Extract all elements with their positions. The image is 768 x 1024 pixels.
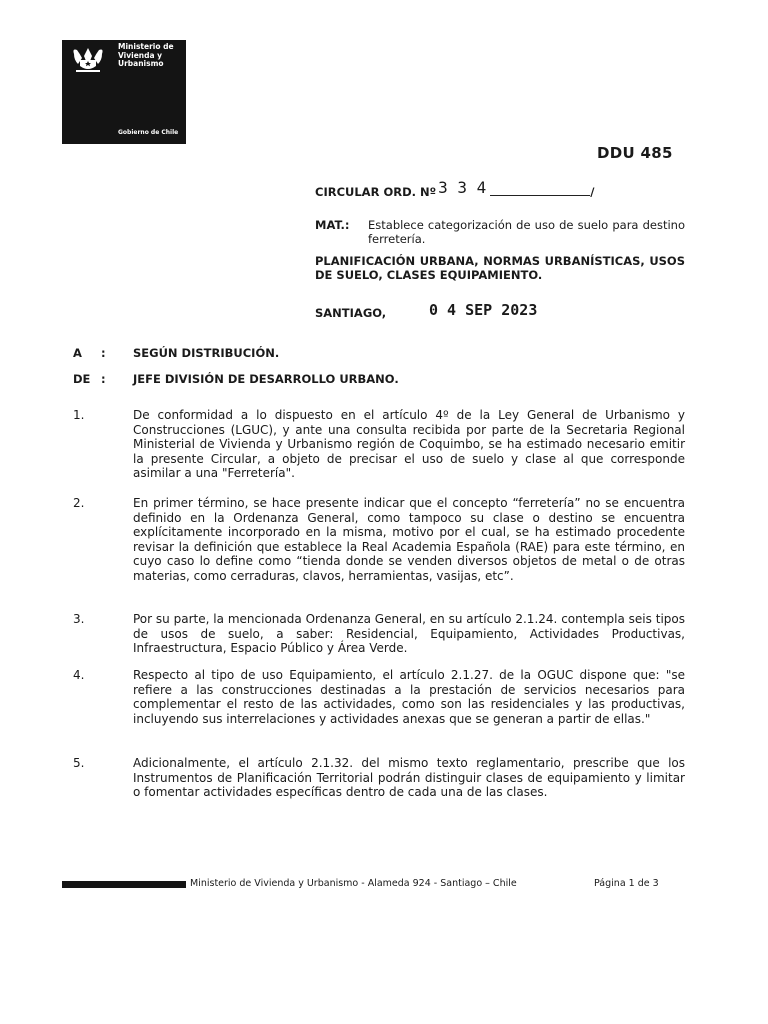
paragraph-text: Adicionalmente, el artículo 2.1.32. del mismo texto reglamentario, prescribe que los Instrumentos de Planificación Territorial podrán distinguir clases de equipamiento y limitar o fomentar actividades específicas dentro de cada una de las clases. xyxy=(133,756,685,799)
chile-coat-of-arms-icon xyxy=(68,44,108,74)
paragraph-text: Por su parte, la mencionada Ordenanza General, en su artículo 2.1.24. contempla seis tipos de usos de suelo, a saber: Residencial, Equipamiento, Actividades Productivas, Infraestructura, Espacio Público y Área Verde. xyxy=(133,612,685,655)
paragraph-text: En primer término, se hace presente indicar que el concepto “ferretería” no se encuentra definido en la Ordenanza General, como tampoco su clase o destino se encuentra explícitamente incorporado en la misma, motivo por el cual, se ha estimado procedente revisar la definición que establece la Real Academia Española (RAE) para este término, en cuyo caso lo define como “tienda donde se venden diversos objetos de metal o de otras materias, como cerraduras, clavos, herramientas, vasijas, etc”. xyxy=(133,496,685,583)
sender-key: DE xyxy=(73,372,91,386)
gobierno-label: Gobierno de Chile xyxy=(118,129,179,136)
date-stamp: 0 4 SEP 2023 xyxy=(429,301,538,319)
paragraph-number: 1. xyxy=(73,408,85,422)
ministry-logo xyxy=(62,40,186,144)
recipient-sep: : xyxy=(101,346,106,360)
sender-value: JEFE DIVISIÓN DE DESARROLLO URBANO. xyxy=(133,372,399,386)
date-label: SANTIAGO, xyxy=(315,306,387,320)
paragraph-text: Respecto al tipo de uso Equipamiento, el artículo 2.1.27. de la OGUC dispone que: "se refiere a las construcciones destinadas a la prestación de servicios necesarios para complementar el resto de las actividades, como son las residenciales y las productivas, incluyendo sus interrelaciones y actividades anexas que se generan a partir de ellas." xyxy=(133,668,685,726)
subject-text: Establece categorización de uso de suelo para destino ferretería. xyxy=(368,218,685,246)
footer-bar xyxy=(62,881,186,888)
date-line xyxy=(315,301,685,320)
paragraph-number: 4. xyxy=(73,668,85,682)
paragraph-number: 2. xyxy=(73,496,85,510)
recipient-value: SEGÚN DISTRIBUCIÓN. xyxy=(133,346,280,360)
paragraph-text: De conformidad a lo dispuesto en el artículo 4º de la Ley General de Urbanismo y Construcciones (LGUC), y ante una consulta recibida por parte de la Secretaria Regional Ministerial de Vivienda y Urbanismo región de Coquimbo, se ha estimado necesario emitir la presente Circular, a objeto de precisar el uso de suelo y clase al que corresponde asimilar a una "Ferretería". xyxy=(133,408,685,480)
footer-address: Ministerio de Vivienda y Urbanismo - Alameda 924 - Santiago – Chile xyxy=(190,878,517,889)
page-number: Página 1 de 3 xyxy=(594,878,659,889)
circular-slash: / xyxy=(590,185,595,199)
keywords: PLANIFICACIÓN URBANA, NORMAS URBANÍSTICAS, USOS DE SUELO, CLASES EQUIPAMIENTO. xyxy=(315,254,685,282)
circular-number: 3 3 4 xyxy=(438,178,487,197)
paragraph-number: 3. xyxy=(73,612,85,626)
recipient-key: A xyxy=(73,346,82,360)
circular-label: CIRCULAR ORD. Nº xyxy=(315,185,437,199)
document-code: DDU 485 xyxy=(597,144,673,162)
ministry-name xyxy=(118,43,174,69)
subject-label: MAT.: xyxy=(315,218,350,232)
sender-sep: : xyxy=(101,372,106,386)
paragraph-number: 5. xyxy=(73,756,85,770)
org-line-1: Ministerio de xyxy=(118,42,174,51)
org-line-3: Urbanismo xyxy=(118,59,164,68)
org-line-2: Vivienda y xyxy=(118,50,163,60)
circular-line xyxy=(315,178,685,199)
circular-underline xyxy=(490,195,590,196)
